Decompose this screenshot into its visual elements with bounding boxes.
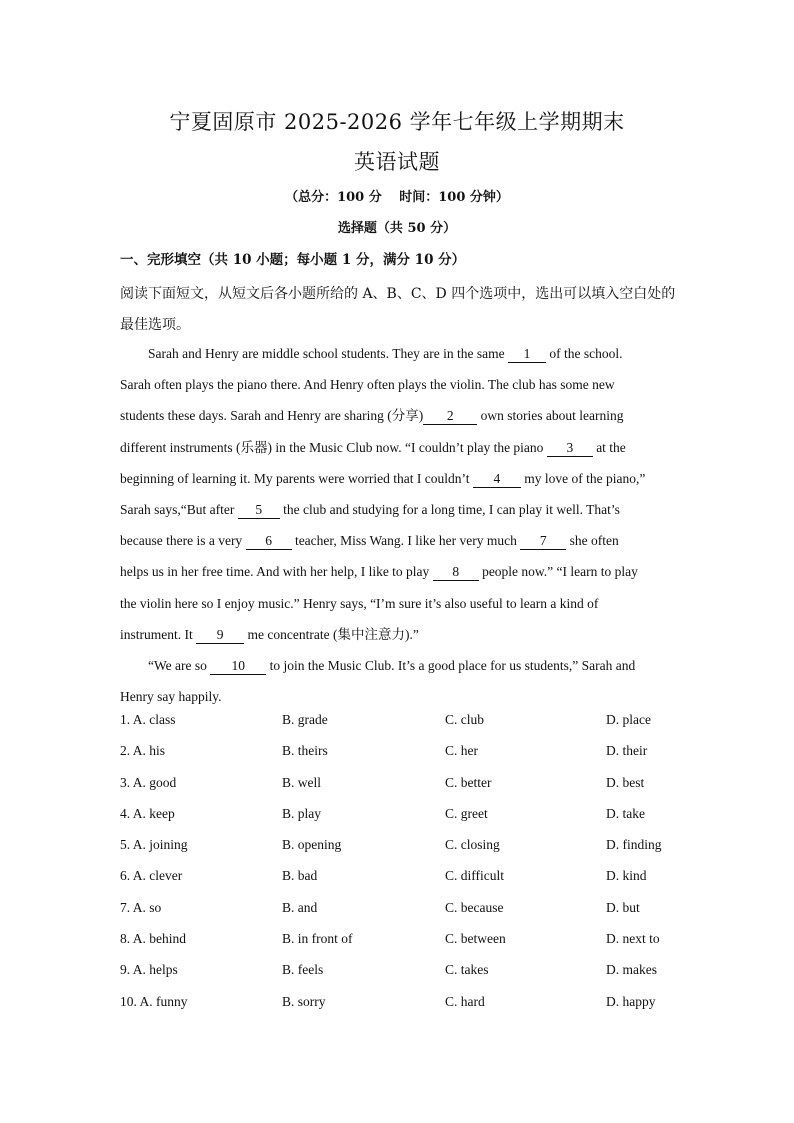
passage-line: Henry say happily. [120, 689, 222, 705]
option-a: 10. A. funny [120, 993, 188, 1009]
blank-2: 2 [423, 408, 477, 425]
option-row [120, 775, 700, 806]
blank-8: 8 [433, 564, 479, 581]
cloze-passage [120, 338, 680, 712]
option-c: C. better [445, 774, 492, 790]
passage-line: instrument. It 9 me concentrate (集中注意力).” [120, 626, 419, 642]
option-c: C. difficult [445, 868, 504, 884]
option-c: C. closing [445, 837, 500, 853]
option-c: C. hard [445, 993, 485, 1009]
option-b: B. bad [282, 868, 318, 884]
option-a: 2. A. his [120, 743, 166, 759]
option-a: 7. A. so [120, 899, 162, 915]
option-b: B. sorry [282, 993, 326, 1009]
option-row [120, 900, 700, 931]
option-c: C. because [445, 899, 504, 915]
option-a: 1. A. class [120, 712, 176, 727]
option-b: B. well [282, 774, 321, 790]
option-d: D. take [606, 805, 645, 821]
section-heading: 一、完形填空（共 10 小题；每小题 1 分，满分 10 分） [120, 252, 466, 268]
option-row [120, 994, 700, 1025]
blank-10: 10 [210, 658, 266, 675]
exam-subject: 英语试题 [354, 150, 440, 174]
option-d: D. finding [606, 837, 662, 853]
blank-1: 1 [508, 346, 546, 363]
passage-line: Sarah and Henry are middle school students. They are in the same 1 of the school. [148, 346, 623, 361]
option-c: C. between [445, 931, 506, 947]
option-c: C. her [445, 743, 478, 759]
option-row [120, 806, 700, 837]
option-row [120, 868, 700, 899]
option-a: 5. A. joining [120, 837, 188, 853]
option-row [120, 962, 700, 993]
options-list [120, 712, 700, 1025]
passage-line: Sarah often plays the piano there. And Henry often plays the violin. The club has some new [120, 377, 615, 393]
option-row [120, 712, 700, 743]
option-a: 3. A. good [120, 774, 177, 790]
option-b: B. grade [282, 712, 328, 727]
option-a: 8. A. behind [120, 931, 186, 947]
option-c: C. greet [445, 805, 488, 821]
option-d: D. next to [606, 931, 660, 947]
blank-7: 7 [520, 533, 566, 550]
option-d: D. happy [606, 993, 656, 1009]
passage-line: the violin here so I enjoy music.” Henry says, “I’m sure it’s also useful to learn a kind of [120, 595, 599, 611]
passage-line: students these days. Sarah and Henry are sharing (分享) 2 own stories about learning [120, 408, 624, 424]
option-b: B. feels [282, 962, 324, 978]
exam-title: 宁夏固原市 2025-2026 学年七年级上学期期末 [169, 110, 625, 134]
option-b: B. opening [282, 837, 342, 853]
option-d: D. best [606, 774, 645, 790]
option-d: D. makes [606, 962, 657, 978]
blank-6: 6 [246, 533, 292, 550]
blank-9: 9 [196, 627, 244, 644]
passage-line: helps us in her free time. And with her help, I like to play 8 people now.” “I learn to play [120, 564, 638, 580]
blank-3: 3 [547, 440, 593, 457]
option-b: B. and [282, 899, 318, 915]
option-c: C. takes [445, 962, 489, 978]
exam-score-time: （总分：100 分 时间：100 分钟） [285, 190, 509, 205]
option-d: D. place [606, 712, 651, 727]
option-row [120, 743, 700, 774]
passage-line: Sarah says,“But after 5 the club and studying for a long time, I can play it well. That’s [120, 502, 620, 518]
option-d: D. kind [606, 868, 647, 884]
option-d: D. but [606, 899, 640, 915]
option-c: C. club [445, 712, 484, 727]
option-row [120, 931, 700, 962]
option-b: B. in front of [282, 931, 353, 947]
passage-line: “We are so 10 to join the Music Club. It’s a good place for us students,” Sarah and [148, 658, 636, 674]
section-instruction: 阅读下面短文，从短文后各小题所给的 A、B、C、D 四个选项中，选出可以填入空白处的最佳选项。 [120, 286, 676, 333]
option-b: B. theirs [282, 743, 328, 759]
option-row [120, 837, 700, 868]
option-a: 6. A. clever [120, 868, 183, 884]
blank-5: 5 [238, 502, 280, 519]
part-heading: 选择题（共 50 分） [337, 221, 457, 236]
blank-4: 4 [473, 471, 521, 488]
option-d: D. their [606, 743, 648, 759]
passage-line: beginning of learning it. My parents were worried that I couldn’t 4 my love of the piano,” [120, 470, 646, 486]
option-a: 4. A. keep [120, 805, 175, 821]
option-b: B. play [282, 805, 321, 821]
option-a: 9. A. helps [120, 962, 178, 978]
passage-line: different instruments (乐器) in the Music Club now. “I couldn’t play the piano 3 at the [120, 439, 626, 455]
passage-line: because there is a very 6 teacher, Miss Wang. I like her very much 7 she often [120, 533, 619, 549]
